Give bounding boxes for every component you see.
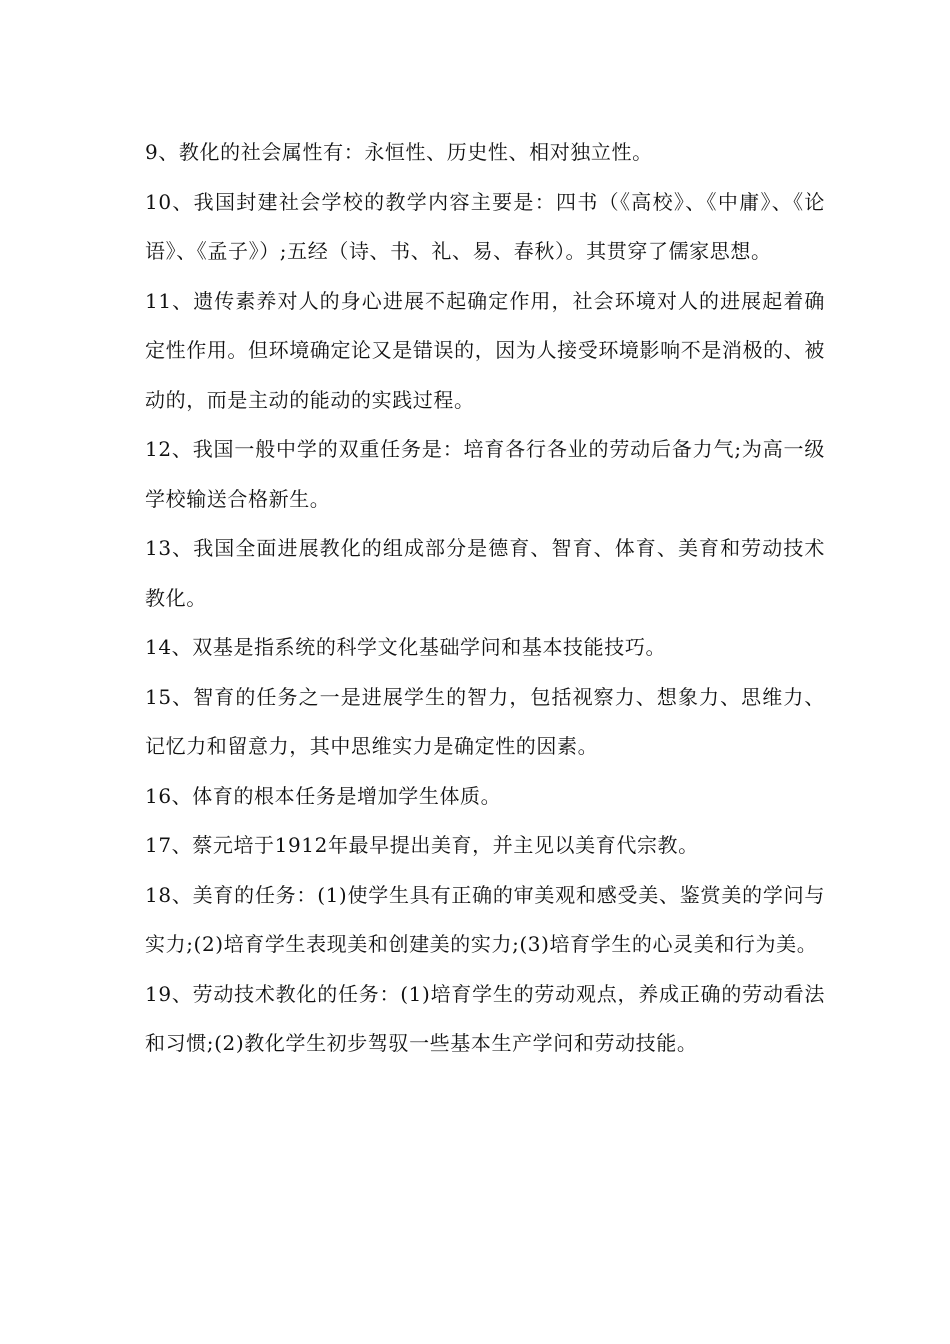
paragraph-15: 15、智育的任务之一是进展学生的智力，包括视察力、想象力、思维力、记忆力和留意力，其中思维实力是确定性的因素。 xyxy=(145,684,825,758)
paragraph-18: 18、美育的任务：(1)使学生具有正确的审美观和感受美、鉴赏美的学问与实力;(2)培育学生表现美和创建美的实力;(3)培育学生的心灵美和行为美。 xyxy=(145,882,825,956)
paragraph-10: 10、我国封建社会学校的教学内容主要是：四书（《高校》、《中庸》、《论语》、《孟子》）;五经（诗、书、礼、易、春秋）。其贯穿了儒家思想。 xyxy=(145,189,825,263)
paragraph-17: 17、蔡元培于1912年最早提出美育，并主见以美育代宗教。 xyxy=(145,833,699,857)
paragraph-13: 13、我国全面进展教化的组成部分是德育、智育、体育、美育和劳动技术教化。 xyxy=(145,536,825,610)
paragraph-9: 9、教化的社会属性有：永恒性、历史性、相对独立性。 xyxy=(145,140,653,164)
paragraph-11: 11、遗传素养对人的身心进展不起确定作用，社会环境对人的进展起着确定性作用。但环境确定论又是错误的，因为人接受环境影响不是消极的、被动的，而是主动的能动的实践过程。 xyxy=(145,288,825,412)
paragraph-14: 14、双基是指系统的科学文化基础学问和基本技能技巧。 xyxy=(145,635,667,659)
document-body xyxy=(145,128,825,1069)
paragraph-19: 19、劳动技术教化的任务：(1)培育学生的劳动观点，养成正确的劳动看法和习惯;(2)教化学生初步驾驭一些基本生产学问和劳动技能。 xyxy=(145,981,825,1055)
paragraph-12: 12、我国一般中学的双重任务是：培育各行各业的劳动后备力气;为高一级学校输送合格新生。 xyxy=(145,437,825,511)
paragraph-16: 16、体育的根本任务是增加学生体质。 xyxy=(145,783,502,808)
